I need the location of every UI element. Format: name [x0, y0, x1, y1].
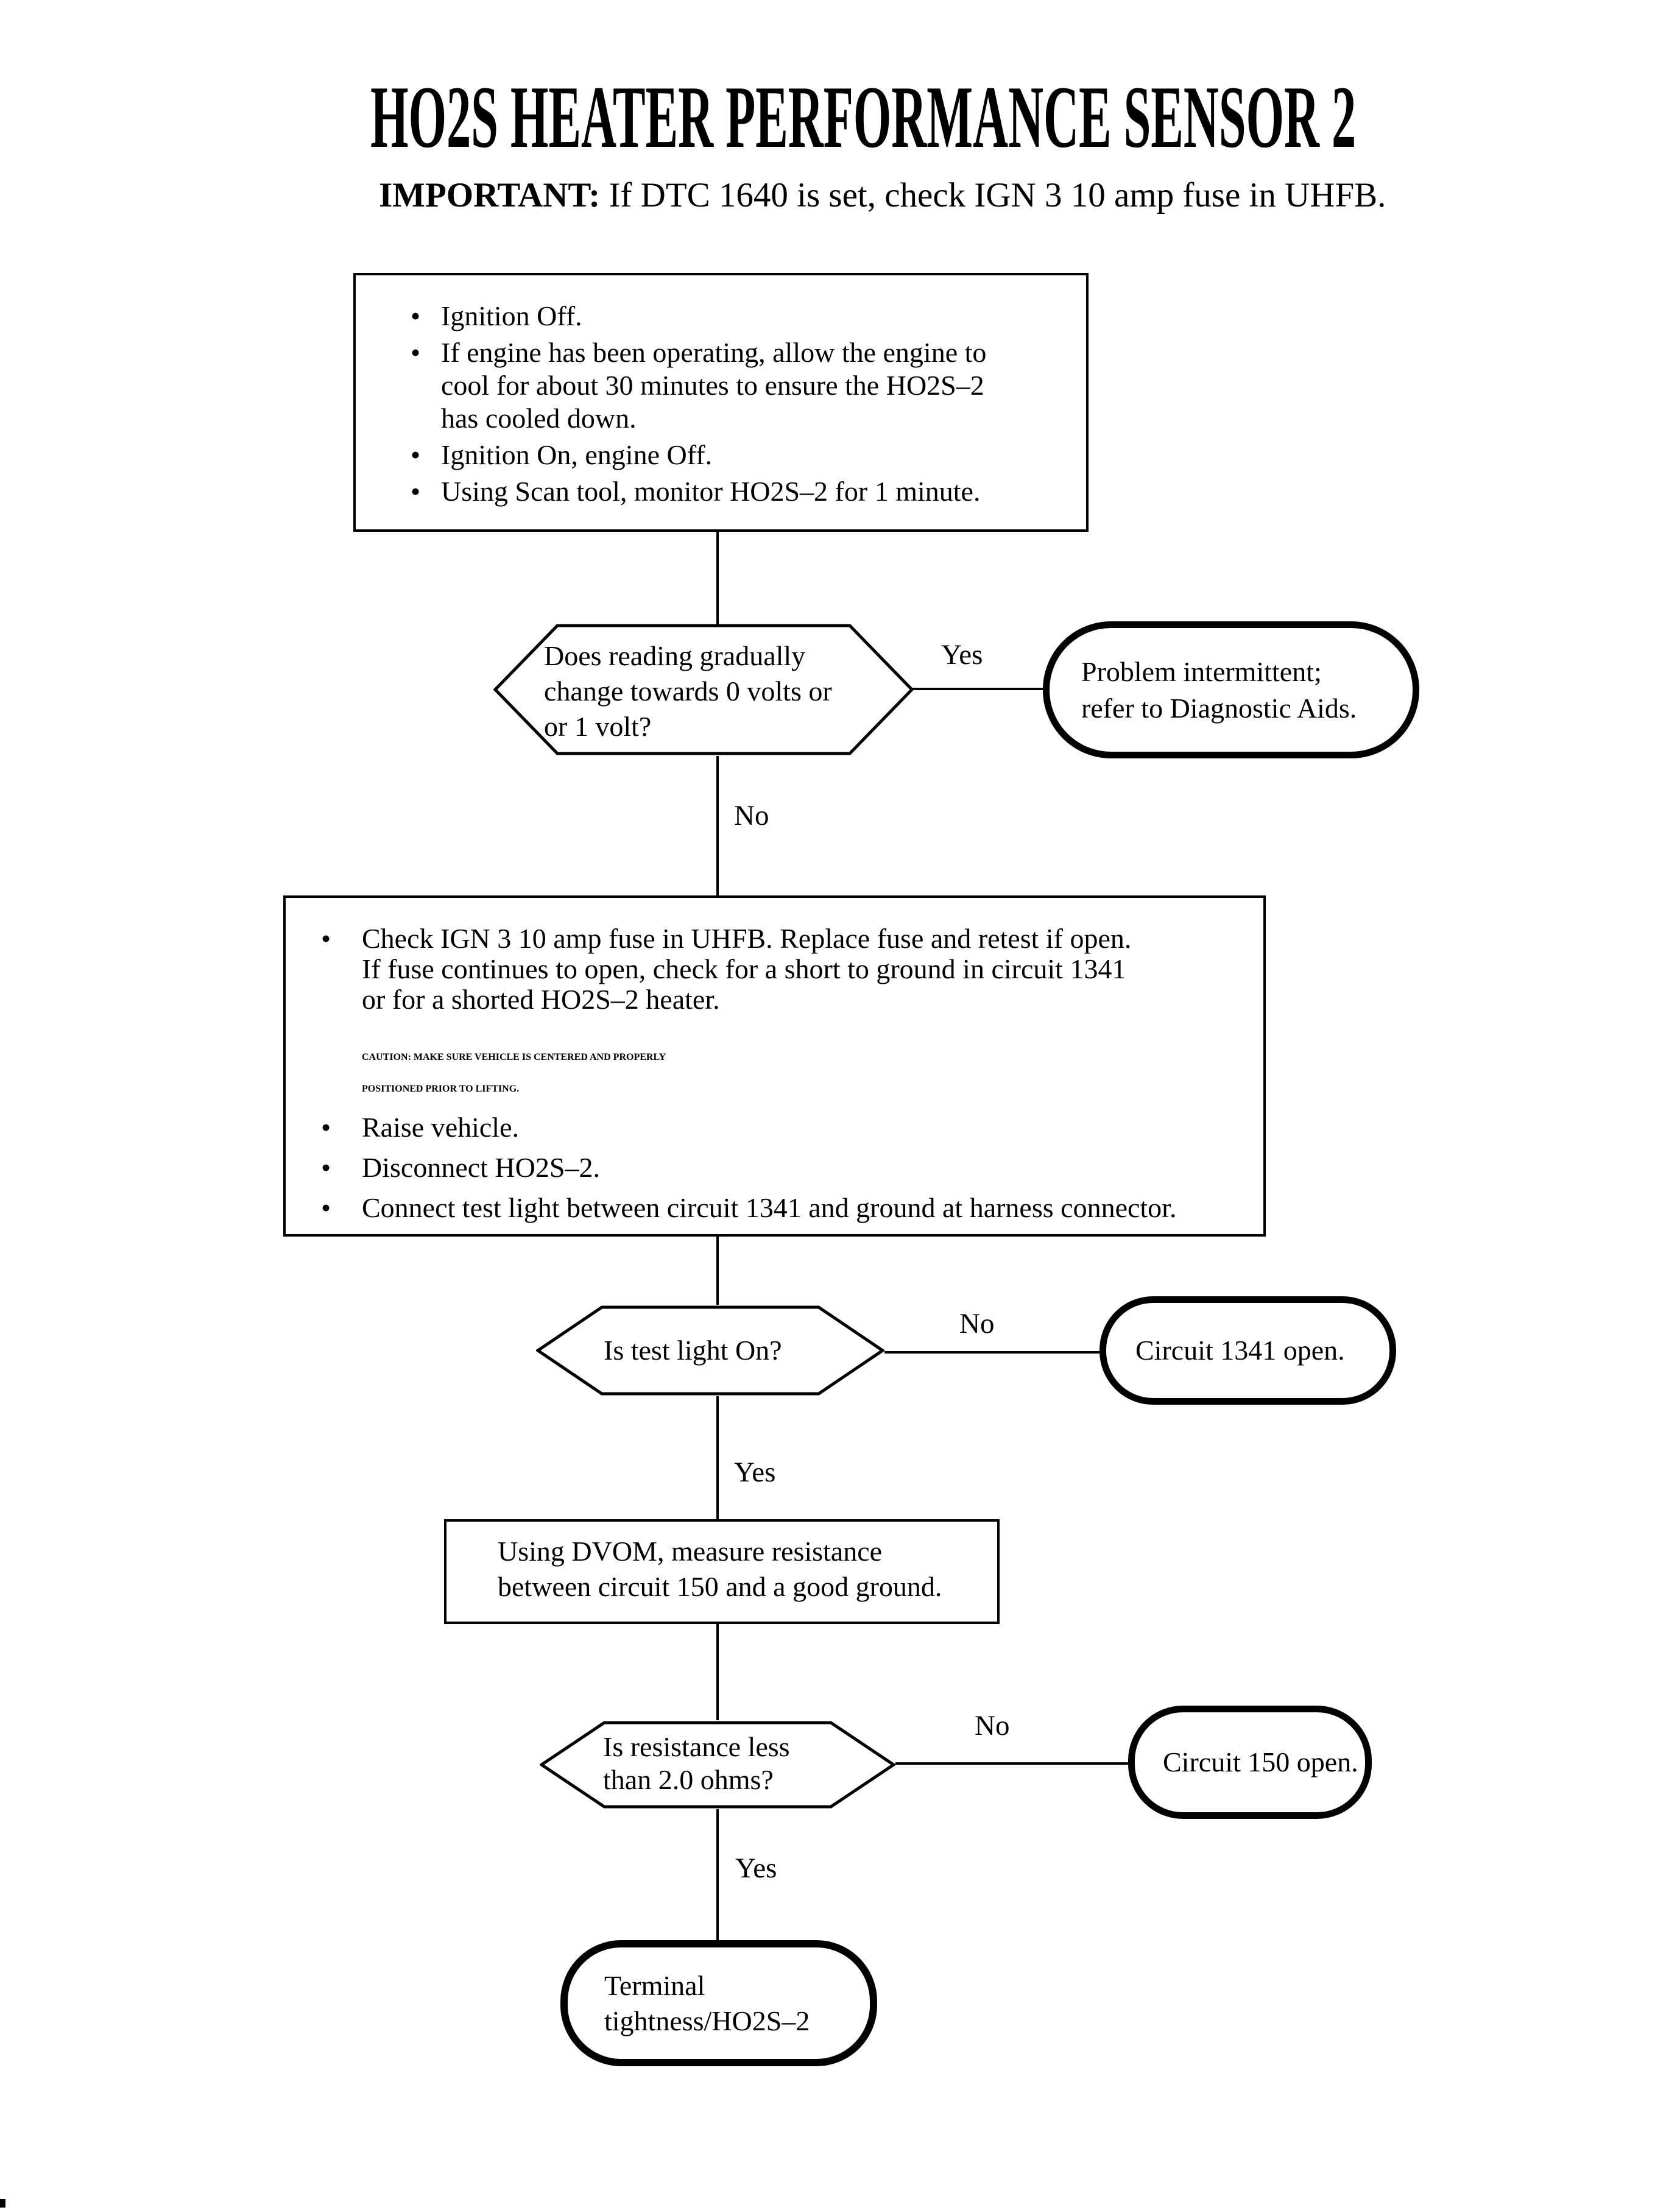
decision2-text: Is test light On? [604, 1335, 782, 1366]
list-item: Connect test light between circuit 1341 and ground at harness connector. [362, 1192, 1177, 1223]
connector-step1-decision1 [716, 532, 719, 624]
list-item: Disconnect HO2S–2. [362, 1152, 600, 1183]
result2-oval: Circuit 1341 open. [1099, 1296, 1396, 1405]
connector-step3-decision3 [716, 1624, 719, 1720]
decision2-yes-label: Yes [734, 1456, 776, 1488]
decision1-hexagon [493, 623, 914, 756]
terminal-pill: Terminal tightness/HO2S–2 [560, 1940, 877, 2066]
list-item: Using Scan tool, monitor HO2S–2 for 1 minute. [441, 476, 981, 507]
list-item: If engine has been operating, allow the engine to cool for about 30 minutes to ensure the HO2S–2 has cooled down. [441, 337, 987, 434]
result3-oval: Circuit 150 open. [1128, 1706, 1372, 1819]
decision2-no-label: No [959, 1308, 995, 1340]
list-item: Ignition Off. [441, 300, 582, 331]
connector-step2-decision2 [716, 1237, 719, 1305]
decision3-no-label: No [975, 1710, 1010, 1742]
step2-content [286, 898, 1263, 1223]
list-item: Ignition On, engine Off. [441, 439, 713, 470]
step3-content: Using DVOM, measure resistance between circuit 150 and a good ground. [498, 1536, 942, 1602]
step2-box [283, 895, 1266, 1237]
important-text: If DTC 1640 is set, check IGN 3 10 amp fuse in UHFB. [609, 176, 1386, 214]
scan-artifact [0, 2199, 5, 2208]
decision3-hexagon [540, 1720, 895, 1809]
step1-box [353, 273, 1089, 532]
connector-decision2-step3 [716, 1396, 719, 1519]
page-title: HO2S HEATER PERFORMANCE SENSOR 2 [370, 68, 1357, 166]
decision1-yes-label: Yes [941, 639, 983, 671]
list-item: Raise vehicle. [362, 1112, 520, 1143]
connector-decision2-result2 [884, 1351, 1099, 1354]
list-item: Check IGN 3 10 amp fuse in UHFB. Replace fuse and retest if open. If fuse continues to open, check for a short to ground in circuit 1341 or for a shorted HO2S–2 heater. [362, 923, 1132, 1015]
caution-text: CAUTION: MAKE SURE VEHICLE IS CENTERED AND PROPERLY POSITIONED PRIOR TO LIFTING. [362, 1052, 666, 1094]
decision3-yes-label: Yes [735, 1852, 777, 1884]
decision2-hexagon [536, 1305, 884, 1396]
important-label: IMPORTANT: [379, 176, 601, 214]
decision1-no-label: No [734, 800, 769, 831]
step3-box [444, 1519, 1000, 1624]
connector-decision1-step2 [716, 756, 719, 895]
step1-content [356, 275, 1086, 508]
connector-decision3-terminal [716, 1809, 719, 1940]
important-note [379, 175, 1386, 215]
decision1-text: Does reading gradually change towards 0 volts or or 1 volt? [544, 640, 832, 742]
connector-decision3-result3 [895, 1762, 1128, 1765]
decision3-text: Is resistance less than 2.0 ohms? [603, 1731, 790, 1795]
connector-decision1-result1 [912, 688, 1044, 690]
result1-oval: Problem intermittent; refer to Diagnostic Aids. [1043, 621, 1419, 758]
